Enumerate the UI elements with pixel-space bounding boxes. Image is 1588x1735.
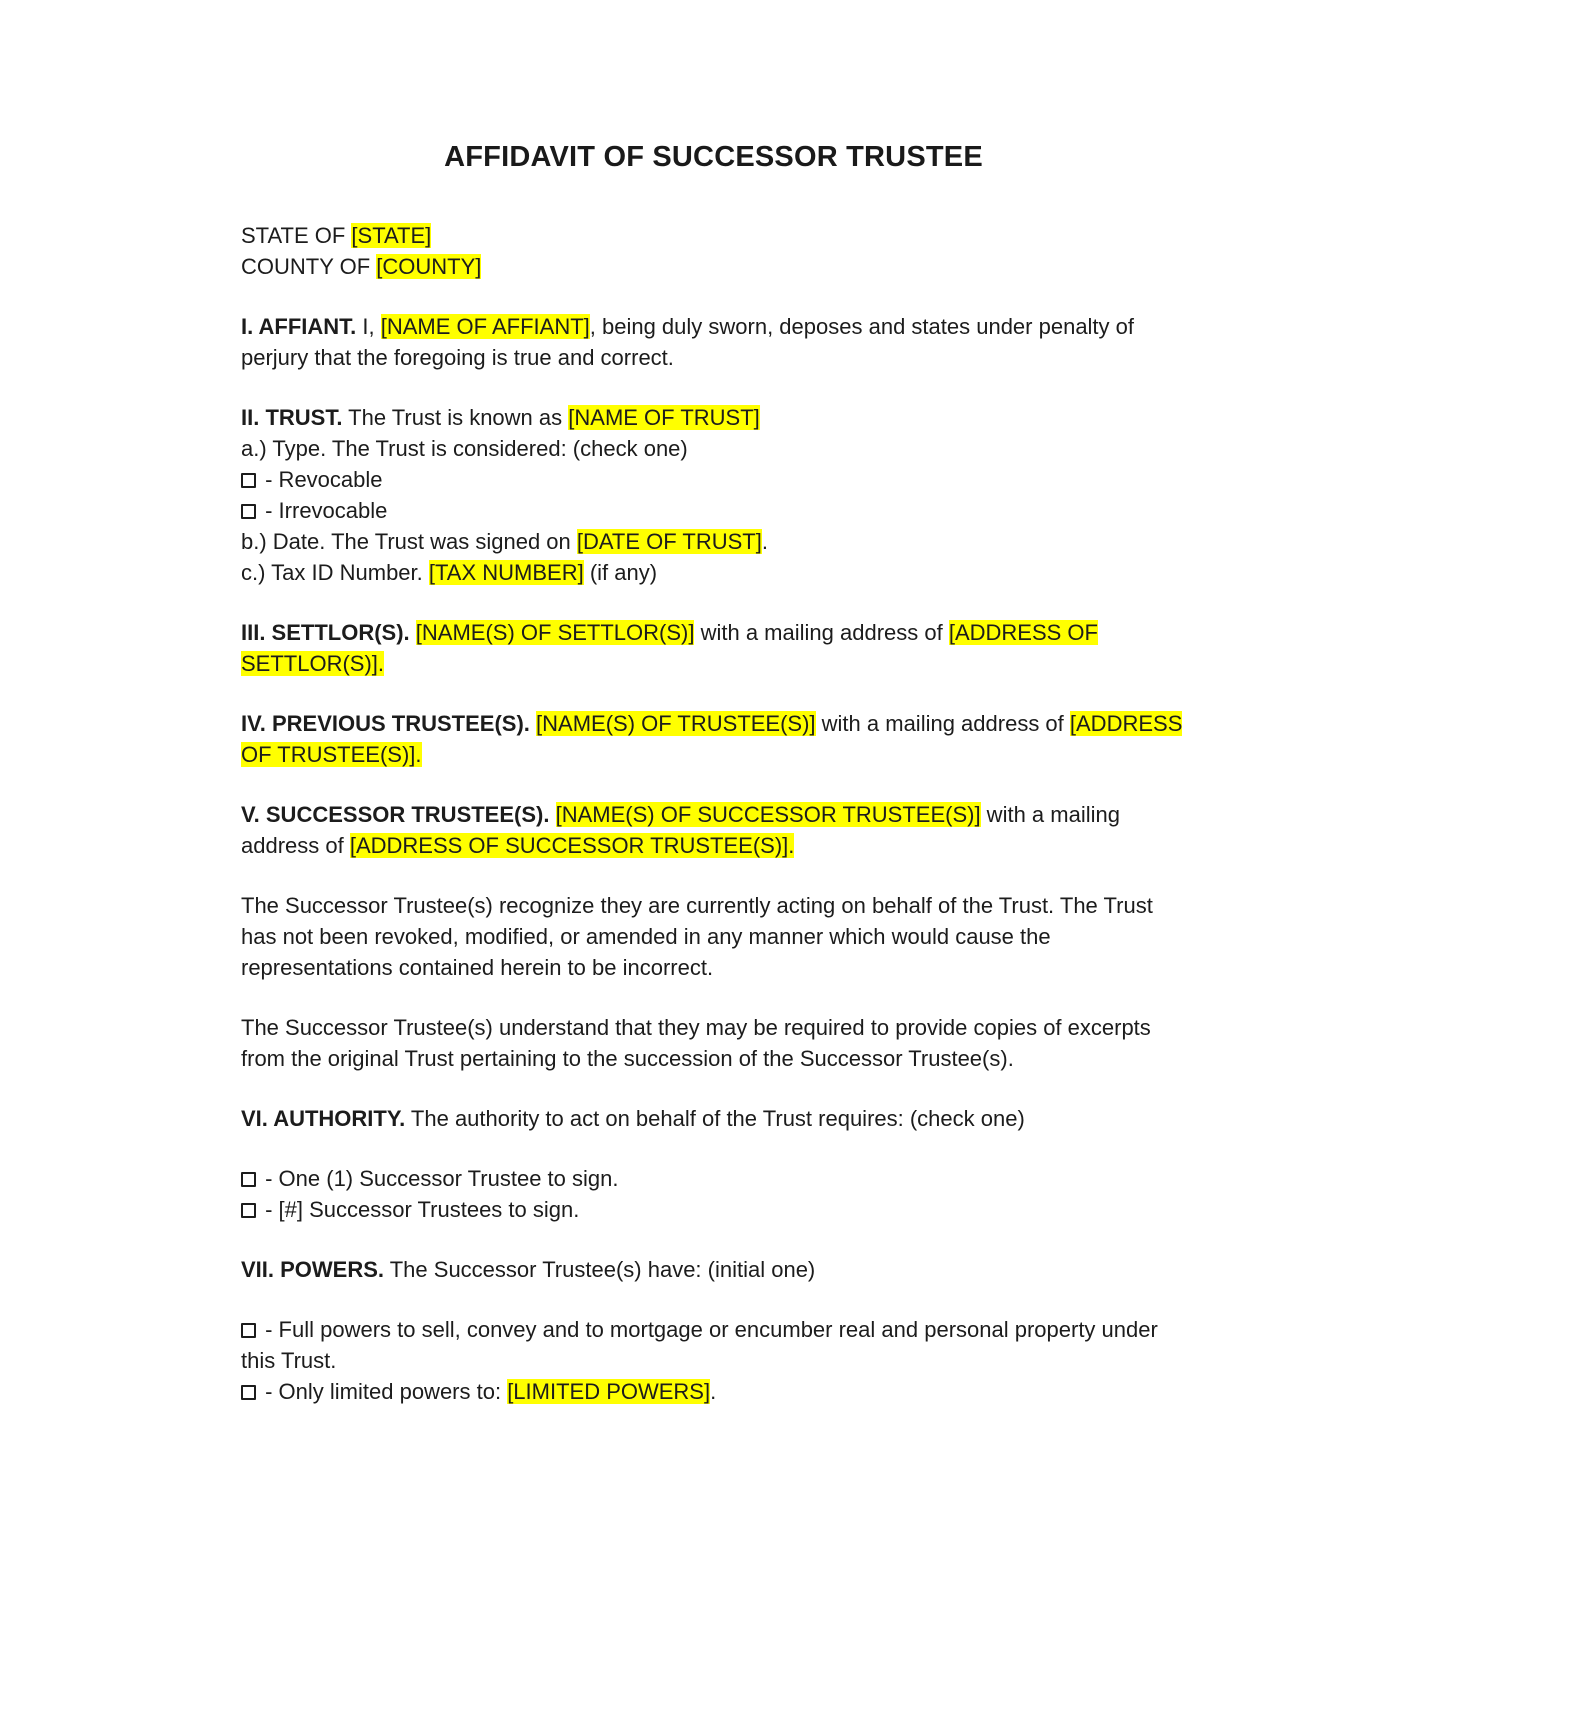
text-segment: - Irrevocable (259, 498, 388, 523)
text-segment: (if any) (583, 560, 658, 585)
text-segment: - One (1) Successor Trustee to sign. (259, 1166, 619, 1191)
text-segment: with a mailing address of (694, 620, 949, 645)
text-segment: The authority to act on behalf of the Trust requires: (check one) (405, 1106, 1025, 1131)
text-line (241, 526, 1186, 557)
text-line (241, 311, 1186, 373)
text-segment: with a mailing address of (815, 711, 1070, 736)
section-affiant (241, 311, 1186, 373)
text-segment: - Full powers to sell, convey and to mortgage or encumber real and personal property under this Trust. (241, 1317, 1158, 1373)
text-segment: - [#] Successor Trustees to sign. (259, 1197, 580, 1222)
placeholder-field: [DATE OF TRUST] (576, 529, 762, 554)
section-successor-trustees (241, 799, 1186, 861)
text-line (241, 1103, 1186, 1134)
text-segment: b.) Date. The Trust was signed on (241, 529, 577, 554)
placeholder-field: [NAME OF TRUST] (568, 405, 760, 430)
checkbox-revocable[interactable] (241, 473, 256, 488)
text-line (241, 708, 1186, 770)
text-segment (410, 620, 416, 645)
text-segment: The Successor Trustee(s) recognize they are currently acting on behalf of the Trust. The Trust has not been revoked, modified, or amended in any manner which would cause the representations contained herein to be incorrect. (241, 893, 1153, 980)
paragraph-provide-copies (241, 1012, 1186, 1074)
text-segment: . (761, 529, 768, 554)
document-content (241, 141, 1186, 1407)
text-line (241, 799, 1186, 861)
paragraph-acting-on-behalf (241, 890, 1186, 983)
text-segment (549, 802, 555, 827)
text-line (241, 1314, 1186, 1376)
text-segment: , being duly sworn, deposes and states under penalty of perjury that the foregoing is true and correct. (241, 314, 1135, 370)
text-segment: II. TRUST. (241, 405, 343, 430)
text-segment: VII. POWERS. (241, 1257, 385, 1282)
venue-block (241, 220, 1186, 282)
placeholder-field: [ADDRESS OF SUCCESSOR TRUSTEE(S)]. (349, 833, 795, 858)
text-segment: I. AFFIANT. (241, 314, 357, 339)
placeholder-field: [TAX NUMBER] (428, 560, 584, 585)
text-segment: COUNTY OF (241, 254, 377, 279)
text-line (241, 557, 1186, 588)
section-trust (241, 402, 1186, 588)
placeholder-field: [ADDRESS OF SETTLOR(S)]. (241, 620, 1098, 676)
placeholder-field: [ADDRESS OF TRUSTEE(S)]. (241, 711, 1183, 767)
text-line (241, 1194, 1186, 1225)
text-segment: c.) Tax ID Number. (241, 560, 429, 585)
text-segment: The Trust is known as (342, 405, 569, 430)
text-segment: V. SUCCESSOR TRUSTEE(S). (241, 802, 550, 827)
placeholder-field: [STATE] (351, 223, 432, 248)
text-line (241, 251, 1186, 282)
text-line (241, 1163, 1186, 1194)
text-line (241, 617, 1186, 679)
text-segment: The Successor Trustee(s) have: (initial one) (384, 1257, 816, 1282)
checkbox-limited-powers[interactable] (241, 1385, 256, 1400)
checkbox-number-successor-trustees[interactable] (241, 1203, 256, 1218)
placeholder-field: [NAME OF AFFIANT] (380, 314, 590, 339)
text-segment: - Only limited powers to: (259, 1379, 508, 1404)
placeholder-field: [NAME(S) OF TRUSTEE(S)] (536, 711, 816, 736)
document-title: AFFIDAVIT OF SUCCESSOR TRUSTEE (444, 141, 983, 173)
placeholder-field: [NAME(S) OF SUCCESSOR TRUSTEE(S)] (555, 802, 981, 827)
text-segment: VI. AUTHORITY. (241, 1106, 406, 1131)
text-line (241, 402, 1186, 433)
section-powers (241, 1254, 1186, 1285)
placeholder-field: [NAME(S) OF SETTLOR(S)] (415, 620, 695, 645)
checkbox-irrevocable[interactable] (241, 504, 256, 519)
text-segment: with a mailing address of (241, 802, 1120, 858)
text-segment: III. SETTLOR(S). (241, 620, 410, 645)
powers-options (241, 1314, 1186, 1407)
placeholder-field: [LIMITED POWERS] (507, 1379, 711, 1404)
document-body (241, 220, 1186, 1407)
checkbox-one-successor-trustee[interactable] (241, 1172, 256, 1187)
text-segment: STATE OF (241, 223, 352, 248)
text-line (241, 1012, 1186, 1074)
text-line (241, 495, 1186, 526)
text-line (241, 1254, 1186, 1285)
text-segment: - Revocable (259, 467, 383, 492)
checkbox-full-powers[interactable] (241, 1323, 256, 1338)
authority-options (241, 1163, 1186, 1225)
text-segment: I, (356, 314, 381, 339)
text-segment: The Successor Trustee(s) understand that they may be required to provide copies of excerpts from the original Trust pertaining to the succession of the Successor Trustee(s). (241, 1015, 1151, 1071)
section-settlors (241, 617, 1186, 679)
text-segment: IV. PREVIOUS TRUSTEE(S). (241, 711, 530, 736)
placeholder-field: [COUNTY] (376, 254, 482, 279)
section-authority (241, 1103, 1186, 1134)
text-line (241, 220, 1186, 251)
section-previous-trustees (241, 708, 1186, 770)
text-line (241, 464, 1186, 495)
text-segment: a.) Type. The Trust is considered: (check one) (241, 436, 688, 461)
text-line (241, 433, 1186, 464)
text-line (241, 890, 1186, 983)
text-line (241, 1376, 1186, 1407)
text-segment: . (710, 1379, 717, 1404)
